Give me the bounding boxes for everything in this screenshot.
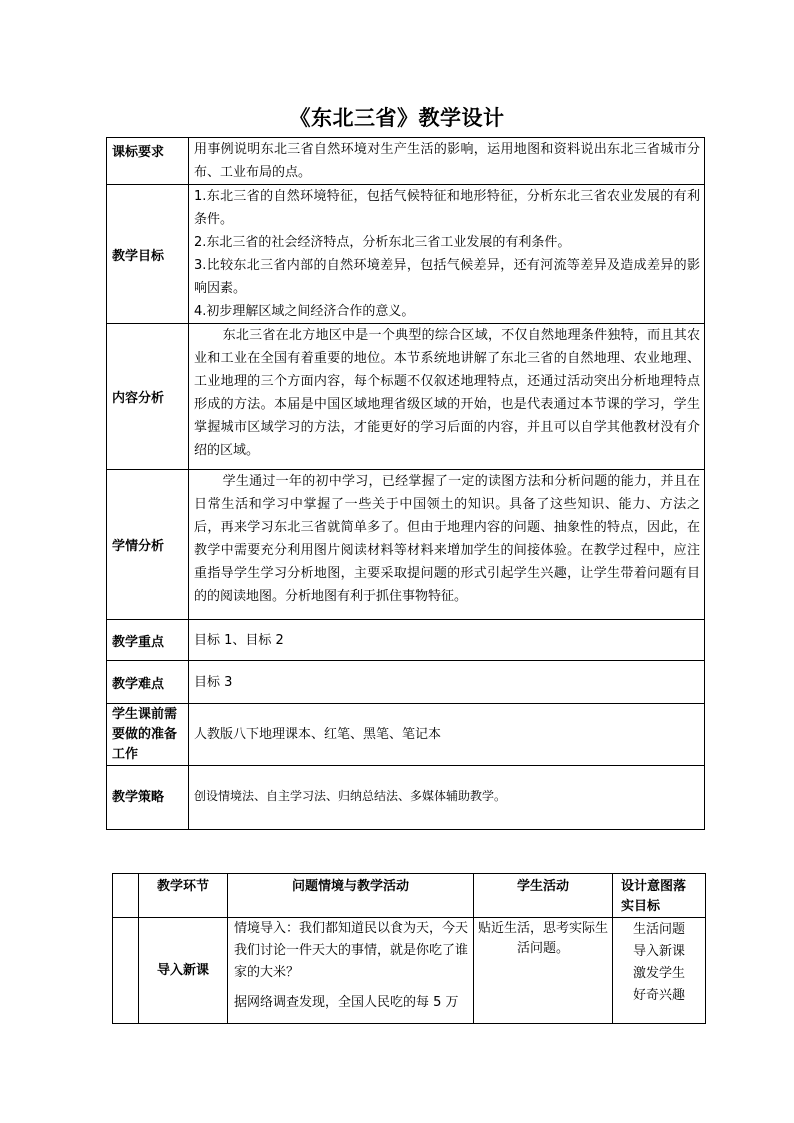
blank-cell (113, 918, 139, 1024)
table-row (113, 918, 706, 1024)
difficult-text: 目标 3 (189, 661, 705, 704)
prep-text: 人教版八下地理课本、红笔、黑笔、笔记本 (189, 704, 705, 766)
standards-text: 用事例说明东北三省自然环境对生产生活的影响，运用地图和资料说出东北三省城市分布、工业布局的点。 (189, 138, 705, 185)
row-strategy (107, 766, 705, 830)
row-key (107, 620, 705, 661)
label-standards: 课标要求 (107, 138, 189, 185)
label-content: 内容分析 (107, 324, 189, 470)
design-table (106, 137, 705, 830)
row-difficult (107, 661, 705, 704)
label-difficult: 教学难点 (107, 661, 189, 704)
students-cell (189, 470, 705, 620)
activity-text: 据网络调查发现，全国人民吃的每 5 万 (234, 995, 459, 1010)
row-prep (107, 704, 705, 766)
stage-cell: 导入新课 (139, 918, 228, 1024)
header-stage: 教学环节 (139, 874, 228, 918)
row-goals (107, 185, 705, 324)
header-student: 学生活动 (474, 874, 613, 918)
intent-line: 导入新课 (632, 944, 685, 959)
label-goals: 教学目标 (107, 185, 189, 324)
goal-item: 1.东北三省的自然环境特征，包括气候特征和地形特征，分析东北三省农业发展的有利条件。 (194, 189, 700, 227)
intent-cell (613, 918, 706, 1024)
goals-cell (189, 185, 705, 324)
activity-text: 情境导入：我们都知道民以食为天，今天我们讨论一件天大的事情，就是你吃了谁家的大米？ (234, 921, 469, 980)
process-header-row (113, 874, 706, 918)
intent-line: 好奇兴趣 (632, 988, 685, 1003)
student-cell: 贴近生活，思考实际生活问题。 (474, 918, 613, 1024)
label-strategy: 教学策略 (107, 766, 189, 830)
page-title: 《东北三省》教学设计 (289, 106, 505, 130)
label-prep: 学生课前需要做的准备工作 (107, 704, 189, 766)
goal-item: 3.比较东北三省内部的自然环境差异，包括气候差异，还有河流等差异及造成差异的影响因素。 (194, 258, 700, 296)
row-standards (107, 138, 705, 185)
process-table (112, 873, 706, 1024)
header-intent: 设计意图落实目标 (613, 874, 706, 918)
row-students (107, 470, 705, 620)
goal-item: 4.初步理解区域之间经济合作的意义。 (194, 304, 415, 319)
key-text: 目标 1、目标 2 (189, 620, 705, 661)
strategy-text: 创设情境法、自主学习法、归纳总结法、多媒体辅助教学。 (189, 766, 705, 830)
label-key: 教学重点 (107, 620, 189, 661)
header-activity: 问题情境与教学活动 (228, 874, 474, 918)
label-students: 学情分析 (107, 470, 189, 620)
students-text: 学生通过一年的初中学习，已经掌握了一定的读图方法和分析问题的能力，并且在日常生活和学习中掌握了一些关于中国领土的知识。具备了这些知识、能力、方法之后，再来学习东北三省就简单多了。但由于地理内容的问题、抽象性的特点，因此，在教学中需要充分利用图片阅读材料等材料来增加学生的间接体验。在教学过程中，应注重指导学生学习分析地图，主要采取提问题的形式引起学生兴趣，让学生带着问题有目的的阅读地图。分析地图有利于抓住事物特征。 (194, 474, 700, 604)
intent-line: 激发学生 (632, 966, 685, 981)
intent-line: 生活问题 (632, 922, 685, 937)
activity-cell (228, 918, 474, 1024)
blank-cell (113, 874, 139, 918)
row-content (107, 324, 705, 470)
content-cell (189, 324, 705, 470)
goal-item: 2.东北三省的社会经济特点，分析东北三省工业发展的有利条件。 (194, 235, 571, 250)
content-text: 东北三省在北方地区中是一个典型的综合区域，不仅自然地理条件独特，而且其农业和工业在全国有着重要的地位。本节系统地讲解了东北三省的自然地理、农业地理、工业地理的三个方面内容，每个标题不仅叙述地理特点，还通过活动突出分析地理特点形成的方法。本届是中国区域地理省级区域的开始，也是代表通过本节课的学习，学生掌握城市区域学习的方法，才能更好的学习后面的内容，并且可以自学其他教材没有介绍的区域。 (194, 328, 700, 458)
